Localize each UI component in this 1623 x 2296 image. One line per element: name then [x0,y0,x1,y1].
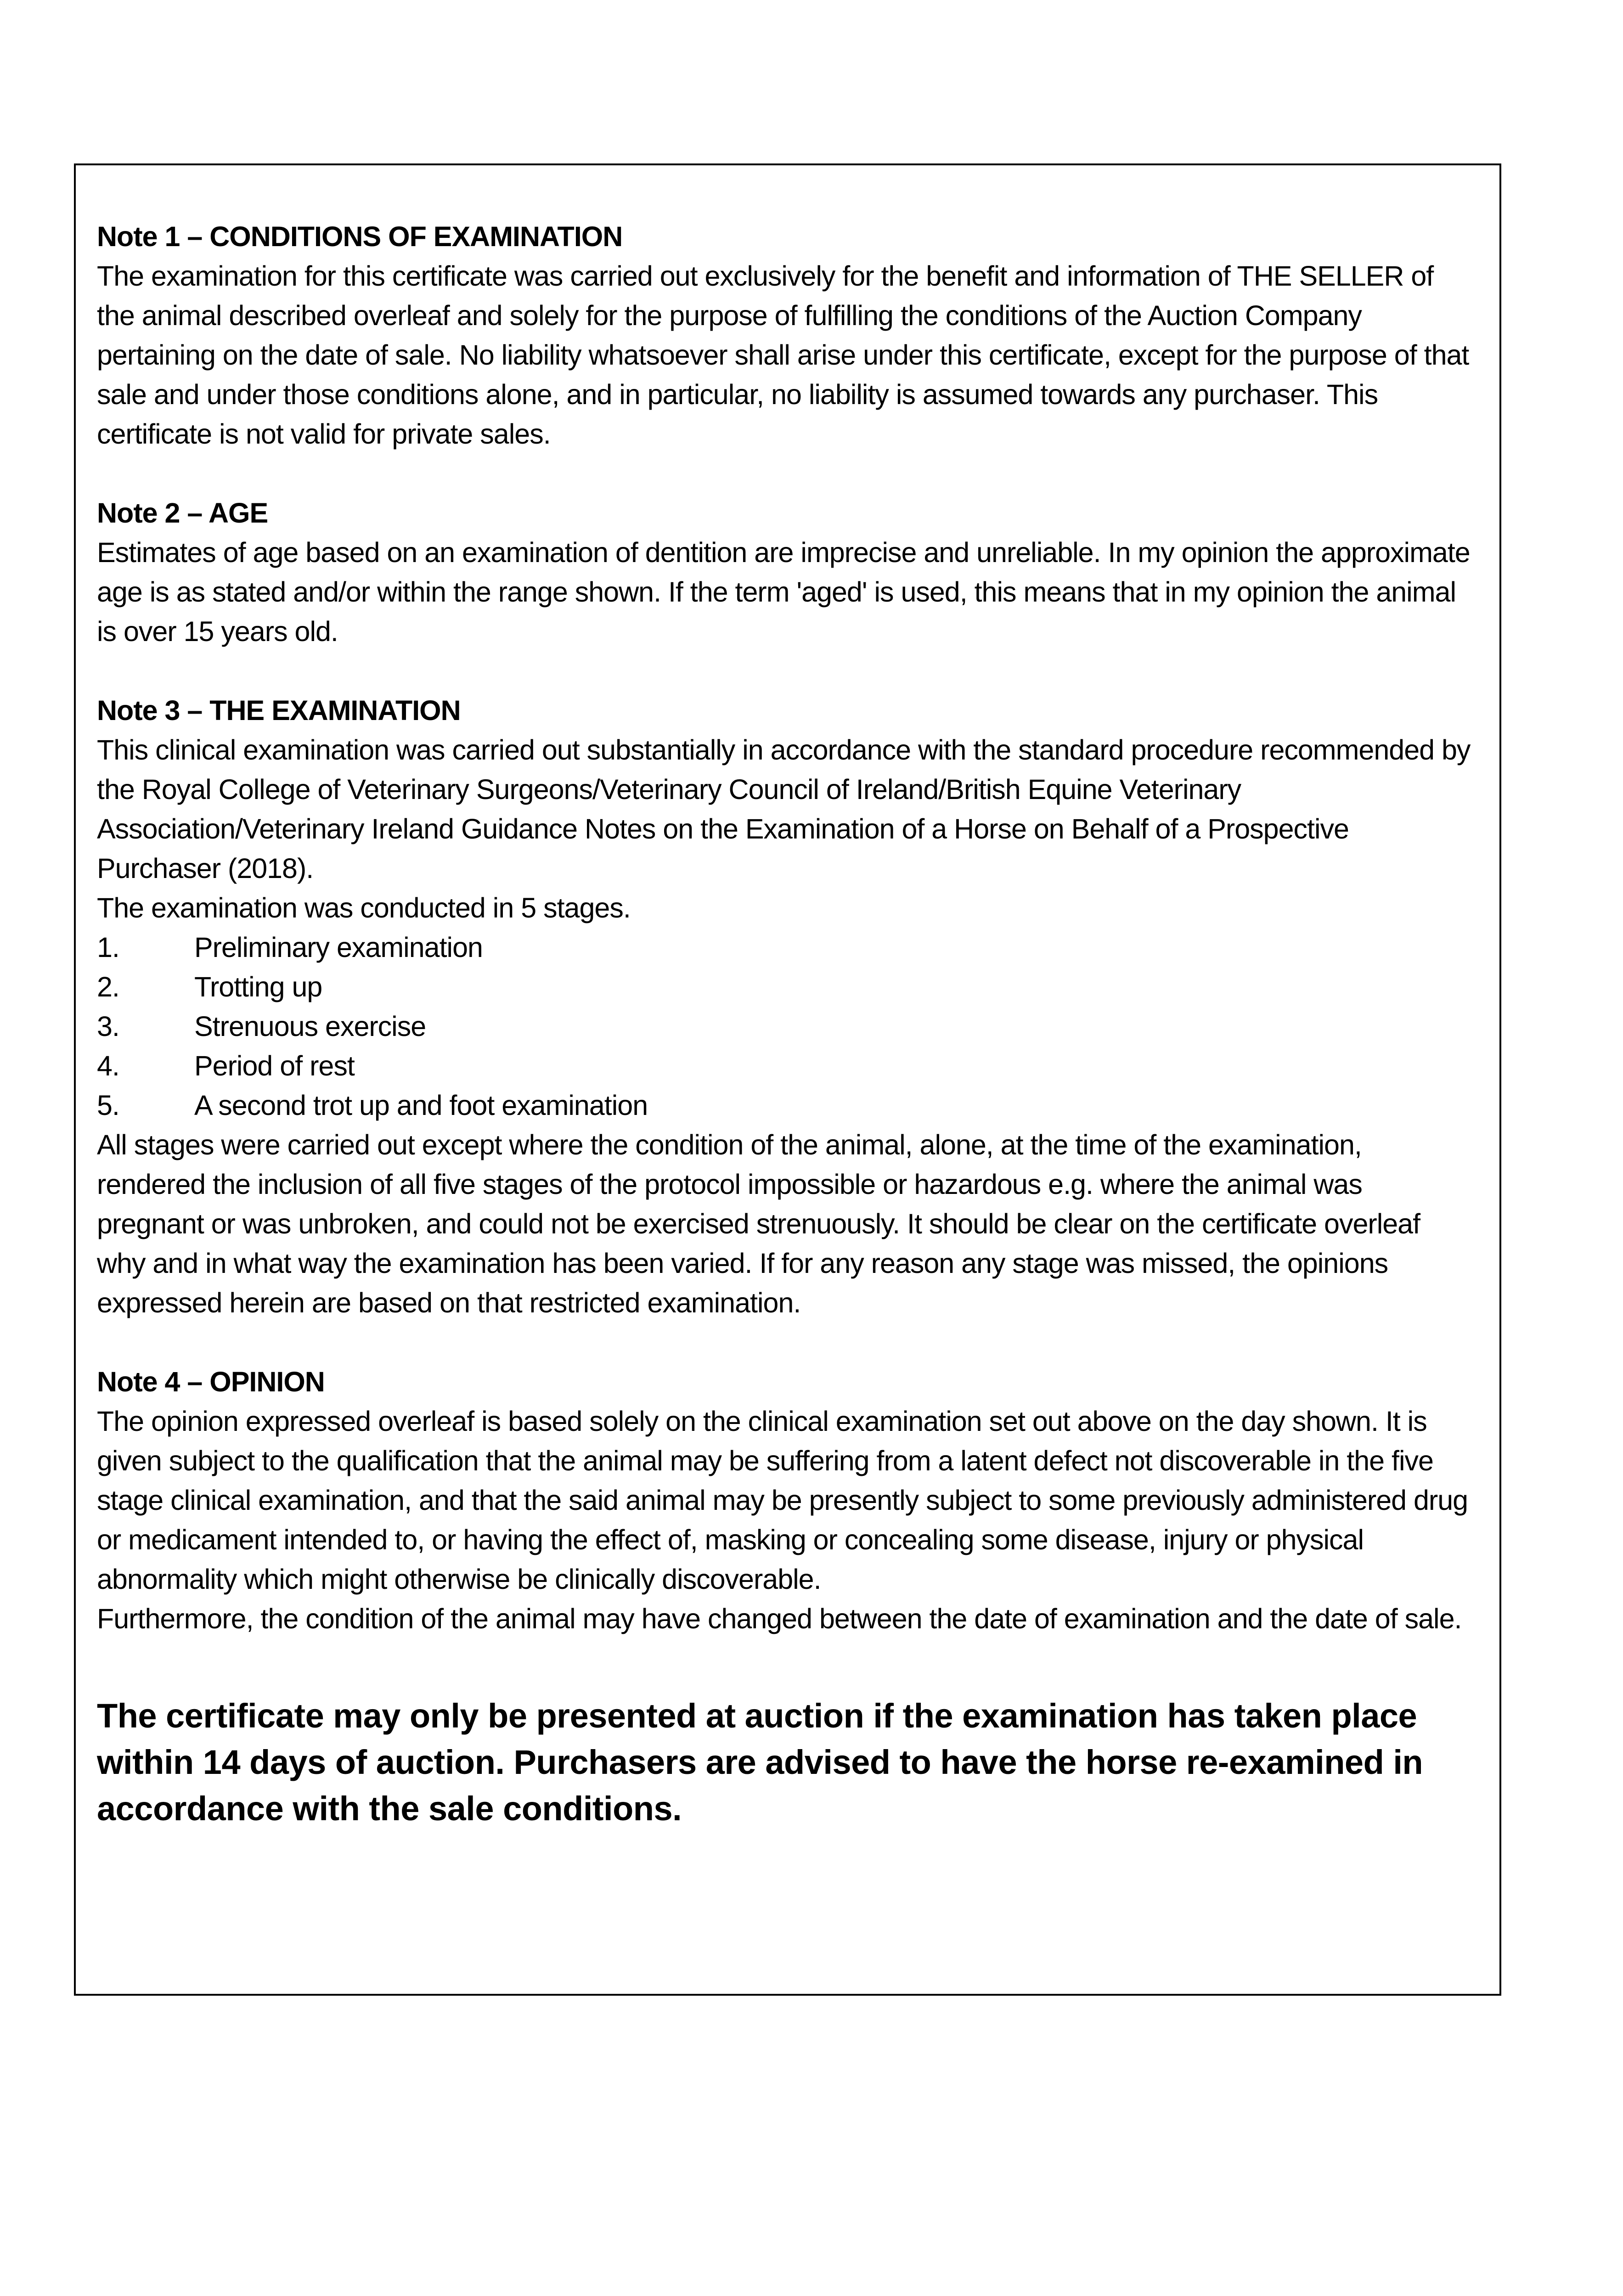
list-item-stage-5 [97,1086,1471,1125]
list-item-label: Trotting up [194,971,322,1002]
examination-stages-list [97,928,1471,1125]
note-2-paragraph: Estimates of age based on an examination of dentition are imprecise and unreliable. In my opinion the approximate age is as stated and/or within the range shown. If the term 'aged' is used, this means that in my opinion the animal is over 15 years old. [97,537,1470,647]
list-item-number: 4. [97,1050,119,1081]
note-4-heading: Note 4 – OPINION [97,1366,325,1397]
section-note-4 [97,1362,1471,1638]
certificate-notes-border-box [74,163,1501,1996]
section-note-1 [97,217,1471,454]
note-3-heading: Note 3 – THE EXAMINATION [97,695,461,726]
note-3-stages-intro: The examination was conducted in 5 stages. [97,892,631,923]
note-2-heading: Note 2 – AGE [97,497,268,529]
note-1-paragraph: The examination for this certificate was carried out exclusively for the benefit and information of THE SELLER of the animal described overleaf and solely for the purpose of fulfilling the conditions of the Auction Company pertaining on the date of sale. No liability whatsoever shall arise under this certificate, except for the purpose of that sale and under those conditions alone, and in particular, no liability is assumed towards any purchaser. This certificate is not valid for private sales. [97,260,1469,450]
note-4-paragraph-furthermore: Furthermore, the condition of the animal may have changed between the date of examination and the date of sale. [97,1603,1462,1634]
list-item-number: 2. [97,971,119,1002]
list-item-stage-2 [97,967,1471,1007]
list-item-label: Period of rest [194,1050,355,1081]
note-3-paragraph-all-stages: All stages were carried out except where the condition of the animal, alone, at the time of the examination, rendered the inclusion of all five stages of the protocol impossible or hazardous e.g. where the animal was pregnant or was unbroken, and could not be exercised strenuously. It should be clear on the certificate overleaf why and in what way the examination has been varied. If for any reason any stage was missed, the opinions expressed herein are based on that restricted examination. [97,1129,1420,1318]
list-item-number: 5. [97,1090,119,1121]
list-item-stage-4 [97,1046,1471,1086]
list-item-label: Strenuous exercise [194,1011,426,1042]
section-note-2 [97,493,1471,651]
list-item-stage-1 [97,928,1471,967]
note-4-paragraph-opinion: The opinion expressed overleaf is based solely on the clinical examination set out above on the day shown. It is given subject to the qualification that the animal may be suffering from a latent defect not discoverable in the five stage clinical examination, and that the said animal may be presently subject to some previously administered drug or medicament intended to, or having the effect of, masking or concealing some disease, injury or physical abnormality which might otherwise be clinically discoverable. [97,1406,1468,1595]
list-item-stage-3 [97,1007,1471,1046]
note-3-paragraph-procedure: This clinical examination was carried out substantially in accordance with the standard procedure recommended by the Royal College of Veterinary Surgeons/Veterinary Council of Ireland/British Equine Veterinary Association/Veterinary Ireland Guidance Notes on the Examination of a Horse on Behalf of a Prospective Purchaser (2018). [97,734,1471,884]
closing-auction-statement: The certificate may only be presented at auction if the examination has taken place within 14 days of auction. Purchasers are advised to have the horse re-examined in accordance with the sale conditions. [97,1697,1423,1828]
list-item-number: 1. [97,932,119,963]
list-item-number: 3. [97,1011,119,1042]
list-item-label: A second trot up and foot examination [194,1090,648,1121]
list-item-label: Preliminary examination [194,932,483,963]
note-1-heading: Note 1 – CONDITIONS OF EXAMINATION [97,221,623,252]
section-note-3 [97,691,1471,1322]
